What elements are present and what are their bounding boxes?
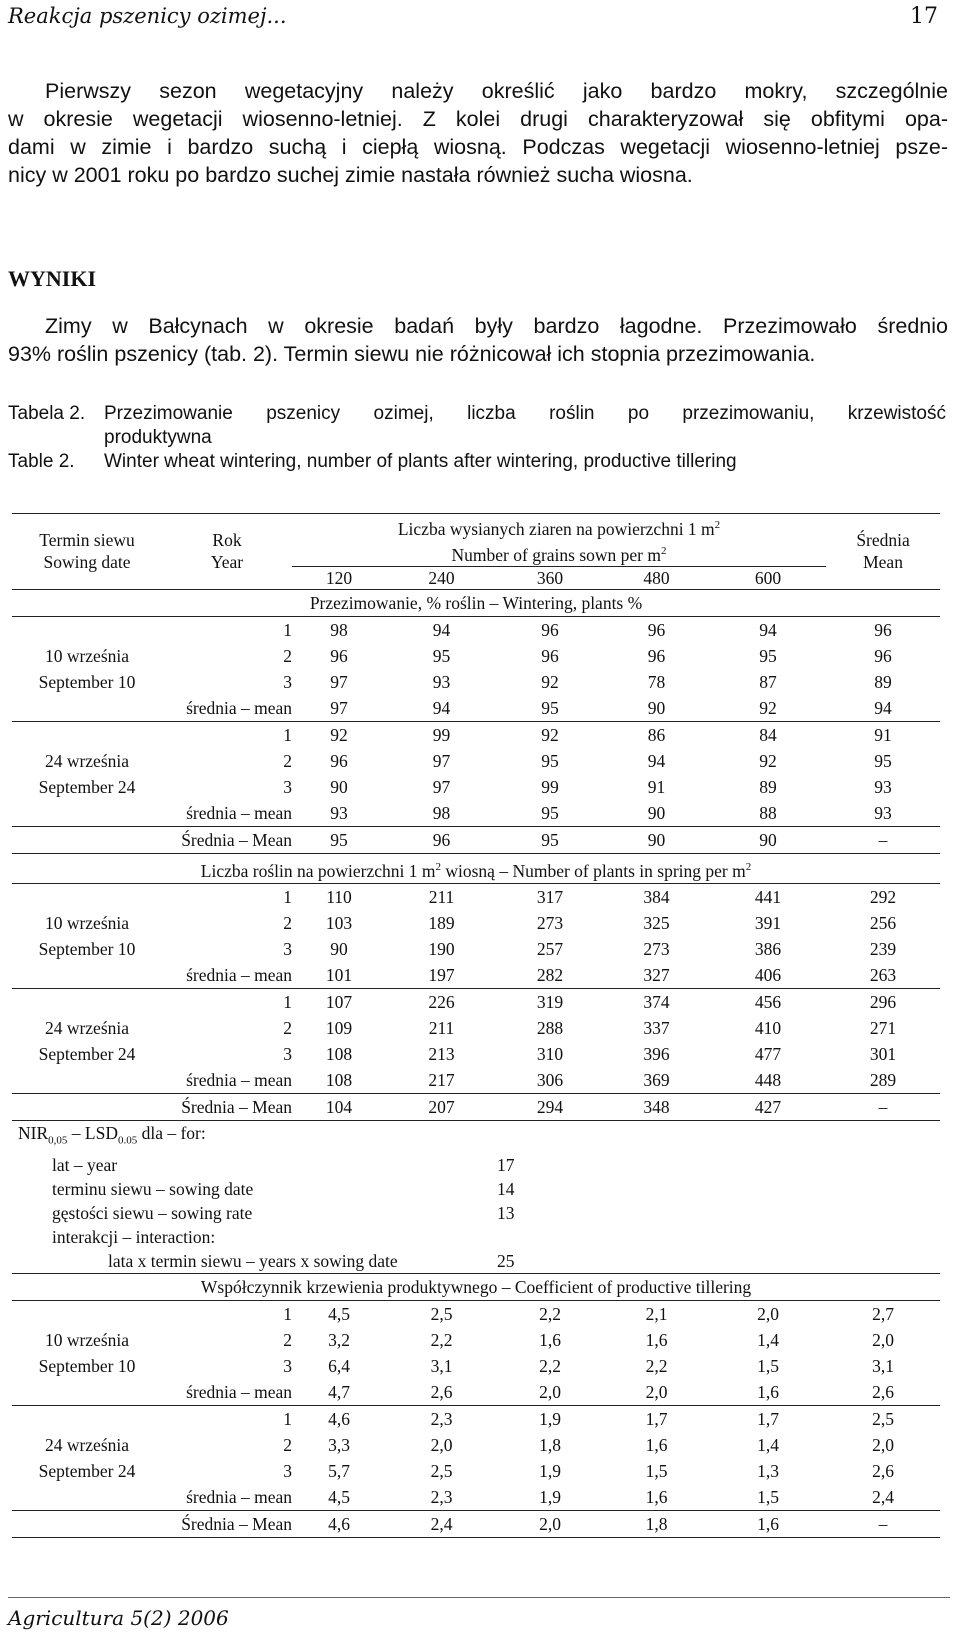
overall-mean-value: 104 [292,1094,386,1121]
overall-mean-value: 427 [710,1094,826,1121]
row-mean-value: 95 [874,750,892,771]
lsd-label: interakcji – interaction: [52,1226,216,1247]
year-label: 3 [283,776,292,797]
data-value: 99 [432,724,451,745]
data-value: 1,5 [645,1460,668,1481]
row-mean-value: 296 [869,992,897,1013]
row-mean-value: 96 [874,645,892,666]
density-header: 480 [603,566,710,589]
data-value: 2,2 [539,1355,561,1376]
data-value: 211 [428,887,455,908]
overall-mean-value: 95 [292,826,386,853]
sowing-date-label: 10 września [44,1329,130,1350]
data-value: 97 [432,750,451,771]
data-value: 273 [643,939,670,960]
table-row [12,643,940,669]
data-value: 257 [536,939,564,960]
row-mean-value: 256 [869,913,897,934]
year-label: 3 [283,1044,292,1065]
text-line: Pierwszy sezon wegetacyjny należy określić jako bardzo mokry, szczególnie [45,79,948,103]
data-value: 337 [643,1018,670,1039]
data-value: 90 [603,695,710,722]
date-mean-label: średnia – mean [162,1067,292,1094]
data-value: 86 [647,724,666,745]
year-label: 3 [283,939,292,960]
running-title: Reakcja pszenicy ozimej... [8,4,287,28]
data-value: 92 [541,724,559,745]
data-value: 92 [710,695,826,722]
sowing-date-label: September 10 [38,671,136,692]
data-value: 88 [710,800,826,827]
data-value: 374 [643,992,670,1013]
data-value: 2,1 [645,1303,668,1324]
data-value: 96 [330,645,348,666]
year-label: 1 [283,619,292,640]
table-row [12,936,940,962]
data-value: 94 [386,695,497,722]
row-mean-value: 289 [826,1067,940,1094]
row-mean-value: 292 [869,887,897,908]
data-value: 6,4 [328,1355,350,1376]
sowing-date-label: 24 września [44,1434,130,1455]
row-mean-value: 2,6 [826,1379,940,1406]
data-value: 369 [603,1067,710,1094]
data-value: 1,3 [757,1460,779,1481]
data-value: 94 [759,619,777,640]
table-row [12,989,940,1016]
data-value: 108 [292,1067,386,1094]
date-mean-label: średnia – mean [162,962,292,989]
data-value: 2,3 [430,1408,453,1429]
row-mean-value: 93 [874,776,892,797]
overall-mean-dash: – [826,1510,940,1537]
data-value: 96 [541,645,559,666]
table-row [12,669,940,695]
table-row [12,884,940,911]
data-value: 197 [386,962,497,989]
year-label: 2 [283,1434,292,1455]
table-row [12,1484,940,1511]
sowing-date-label: 24 września [44,1018,130,1039]
data-value: 1,7 [757,1408,779,1429]
row-mean-value: 96 [874,619,892,640]
data-value: 103 [325,913,353,934]
sowing-date-label: September 10 [38,1355,136,1376]
empty-cell [12,1484,162,1511]
data-value: 217 [386,1067,497,1094]
page-number: 17 [910,4,938,29]
data-value: 441 [754,887,782,908]
year-label: 1 [283,1303,292,1324]
data-value: 386 [754,939,782,960]
data-value: 2,0 [603,1379,710,1406]
data-value: 78 [647,671,666,692]
date-mean-label: średnia – mean [162,1484,292,1511]
empty-cell [12,962,162,989]
year-label: 2 [283,913,292,934]
table-row [12,1327,940,1353]
row-mean-value: 2,7 [872,1303,894,1324]
col-header-mean: Średnia Mean [826,514,940,590]
date-mean-label: średnia – mean [162,800,292,827]
empty-cell [12,1067,162,1094]
table-row [12,774,940,800]
data-value: 90 [330,939,348,960]
data-value: 2,6 [386,1379,497,1406]
data-value: 2,2 [430,1329,453,1350]
data-value: 96 [647,619,666,640]
overall-mean-value: 1,6 [710,1510,826,1537]
data-value: 84 [759,724,777,745]
overall-mean-value: 207 [386,1094,497,1121]
date-mean-label: średnia – mean [162,1379,292,1406]
text-line: w okresie wegetacji wiosenno-letniej. Z kolei drugi charakteryzował się obfitymi opa- [8,107,948,131]
table-row [12,1458,940,1484]
overall-mean-value: 90 [603,826,710,853]
data-value: 1,5 [710,1484,826,1511]
data-value: 3,3 [328,1434,350,1455]
data-value: 1,4 [757,1434,779,1455]
data-value: 1,7 [645,1408,668,1429]
lsd-label: lata x termin siewu – years x sowing date [12,1249,497,1274]
lsd-value: 17 [497,1154,515,1175]
data-value: 288 [536,1018,564,1039]
lsd-heading: $NIR_{0,05} - LSD_{0.05}$ dla – for: [18,1123,206,1147]
overall-mean-value: 348 [603,1094,710,1121]
data-value: 410 [754,1018,782,1039]
data-value: 2,5 [430,1303,453,1324]
data-value: 95 [541,750,559,771]
data-value: 97 [330,671,348,692]
data-value: 1,6 [710,1379,826,1406]
table-row [12,1041,940,1067]
data-value: 406 [710,962,826,989]
data-value: 189 [428,913,455,934]
data-value: 94 [432,619,451,640]
empty-cell [603,1153,940,1177]
sowing-date-label: 10 września [44,645,130,666]
lsd-value: 14 [497,1178,515,1199]
density-header: 240 [386,566,497,589]
data-value: 94 [647,750,666,771]
empty-cell [12,1405,162,1432]
table-row [12,1432,940,1458]
density-header: 600 [710,566,826,589]
table-row [12,1300,940,1327]
results-paragraph [8,312,948,368]
year-label: 1 [283,1408,292,1429]
data-value: 384 [643,887,670,908]
data-value: 89 [759,776,777,797]
lsd-label: terminu siewu – sowing date [52,1178,254,1199]
row-mean-value: 263 [826,962,940,989]
lsd-value: 13 [497,1202,515,1223]
year-label: 1 [283,887,292,908]
sowing-date-label: September 24 [38,1044,136,1065]
empty-cell [12,721,162,748]
data-value: 2,0 [497,1379,603,1406]
data-value: 92 [759,750,777,771]
col-header-grains-en: Number of grains sown per $m^2$ [292,540,826,566]
year-label: 1 [283,992,292,1013]
empty-cell [603,1177,940,1201]
data-value: 110 [326,887,352,908]
data-value: 92 [330,724,348,745]
data-value: 3,2 [328,1329,350,1350]
data-value: 1,8 [539,1434,561,1455]
data-value: 109 [325,1018,353,1039]
data-value: 96 [647,645,666,666]
section-title: Współczynnik krzewienia produktywnego – Coefficient of productive tillering [12,1273,940,1300]
journal-footer: Agricultura 5(2) 2006 [8,1606,229,1630]
table-row [12,800,940,827]
sowing-date-label: September 24 [38,776,136,797]
empty-cell [603,1201,940,1225]
data-value: 1,9 [539,1408,561,1429]
data-value: 108 [325,1044,353,1065]
row-mean-value: 93 [826,800,940,827]
year-label: 3 [283,1460,292,1481]
data-value: 87 [759,671,777,692]
data-value: 1,6 [645,1434,668,1455]
table-row [12,1353,940,1379]
overall-mean-dash: – [826,826,940,853]
row-mean-value: 91 [874,724,892,745]
row-mean-value: 2,6 [872,1460,894,1481]
table-row [12,1067,940,1094]
data-value: 317 [536,887,564,908]
data-value: 2,2 [539,1303,561,1324]
data-value: 325 [643,913,670,934]
data-value: 2,0 [430,1434,453,1455]
data-value: 1,6 [603,1484,710,1511]
year-label: 1 [283,724,292,745]
caption-text-pl: Przezimowanie pszenicy ozimej, liczba roślin po przezimowaniu, krzewistość [104,403,946,424]
text-line: Zimy w Bałcynach w okresie badań były bardzo łagodne. Przezimowało średnio [45,314,948,338]
data-value: 97 [432,776,451,797]
col-header-grains-pl: Liczba wysianych ziaren na powierzchni 1 $m^2$ [292,514,826,540]
table-caption [8,402,946,474]
intro-paragraph [8,77,948,189]
data-value: 93 [292,800,386,827]
text-line: 93% roślin pszenicy (tab. 2). Termin siewu nie różnicował ich stopnia przezimowania. [8,342,816,366]
data-value: 282 [497,962,603,989]
data-value: 213 [428,1044,455,1065]
text-line: nicy w 2001 roku po bardzo suchej zimie nastała również sucha wiosna. [8,163,693,187]
overall-mean-value: 95 [497,826,603,853]
data-value: 456 [754,992,782,1013]
data-value: 107 [325,992,353,1013]
data-value: 448 [710,1067,826,1094]
overall-mean-value: 2,0 [497,1510,603,1537]
data-value: 90 [330,776,348,797]
empty-cell [12,884,162,911]
data-value: 273 [536,913,564,934]
data-value: 98 [330,619,348,640]
text-line: dami w zimie i bardzo suchą i ciepłą wiosną. Podczas wegetacji wiosenno-letniej psze- [8,135,948,159]
row-mean-value: 2,0 [872,1329,894,1350]
overall-mean-value: 90 [710,826,826,853]
density-header: 360 [497,566,603,589]
sowing-date-label: 24 września [44,750,130,771]
overall-mean-value: 294 [497,1094,603,1121]
date-mean-label: średnia – mean [162,695,292,722]
table-row [12,962,940,989]
data-value: 4,5 [292,1484,386,1511]
data-value: 95 [497,695,603,722]
sowing-date-label: September 10 [38,939,136,960]
empty-cell [603,1249,940,1274]
row-mean-value: 94 [826,695,940,722]
lsd-value [497,1225,603,1249]
data-value: 5,7 [328,1460,350,1481]
section-heading: WYNIKI [8,266,97,291]
data-value: 96 [541,619,559,640]
table-row [12,910,940,936]
data-value: 1,9 [497,1484,603,1511]
data-value: 2,2 [645,1355,668,1376]
data-value: 477 [754,1044,782,1065]
data-value: 306 [497,1067,603,1094]
col-header-sowing-date: Termin siewu Sowing date [12,514,162,590]
data-value: 310 [536,1044,564,1065]
data-value: 4,6 [328,1408,350,1429]
year-label: 2 [283,645,292,666]
year-label: 2 [283,1329,292,1350]
data-value: 1,6 [645,1329,668,1350]
data-value: 90 [603,800,710,827]
year-label: 3 [283,671,292,692]
sowing-date-label: September 24 [38,1460,136,1481]
table-row [12,1405,940,1432]
table-row [12,1379,940,1406]
lsd-value: 25 [497,1249,603,1274]
overall-mean-value: 2,4 [386,1510,497,1537]
data-value: 1,4 [757,1329,779,1350]
lsd-label: lat – year [52,1154,118,1175]
data-value: 101 [292,962,386,989]
overall-mean-label: Średnia – Mean [12,826,292,853]
overall-mean-label: Średnia – Mean [12,1510,292,1537]
section-title: Liczba roślin na powierzchni 1 $m^2$ wiosną – Number of plants in spring per $m^2$ [12,853,940,884]
empty-cell [12,1379,162,1406]
data-value: 1,5 [757,1355,779,1376]
overall-mean-value: 96 [386,826,497,853]
overall-mean-value: 1,8 [603,1510,710,1537]
empty-cell [12,695,162,722]
empty-cell [12,616,162,643]
results-table [12,513,940,1538]
data-value: 2,0 [757,1303,779,1324]
data-value: 211 [428,1018,455,1039]
row-mean-value: 2,4 [826,1484,940,1511]
data-value: 327 [603,962,710,989]
row-mean-value: 89 [874,671,892,692]
row-mean-value: 3,1 [872,1355,894,1376]
data-value: 3,1 [430,1355,453,1376]
data-value: 396 [643,1044,670,1065]
data-value: 95 [432,645,451,666]
row-mean-value: 271 [869,1018,897,1039]
data-value: 4,5 [328,1303,350,1324]
data-value: 391 [754,913,782,934]
lsd-label: gęstości siewu – sowing rate [52,1202,253,1223]
caption-label-en: Table 2. [8,451,75,472]
table-row [12,721,940,748]
empty-cell [12,800,162,827]
data-value: 99 [541,776,559,797]
year-label: 2 [283,1018,292,1039]
page-header [8,4,938,36]
row-mean-value: 2,0 [872,1434,894,1455]
section-title: Przezimowanie, % roślin – Wintering, plants % [12,589,940,616]
year-label: 2 [283,750,292,771]
data-value: 95 [497,800,603,827]
sowing-date-label: 10 września [44,913,130,934]
data-value: 226 [428,992,455,1013]
empty-cell [12,1300,162,1327]
table-row [12,1015,940,1041]
data-value: 95 [759,645,777,666]
data-value: 1,6 [539,1329,561,1350]
caption-text-en: Winter wheat wintering, number of plants after wintering, productive tillering [104,451,737,472]
data-value: 97 [292,695,386,722]
data-value: 4,7 [292,1379,386,1406]
table-row [12,616,940,643]
data-value: 91 [647,776,666,797]
caption-label-pl: Tabela 2. [8,403,86,424]
col-header-year: Rok Year [162,514,292,590]
data-value: 2,5 [430,1460,453,1481]
data-value: 96 [330,750,348,771]
row-mean-value: 239 [869,939,897,960]
year-label: 3 [283,1355,292,1376]
data-value: 2,3 [386,1484,497,1511]
data-value: 93 [432,671,451,692]
overall-mean-label: Średnia – Mean [12,1094,292,1121]
empty-cell [603,1225,940,1249]
row-mean-value: 301 [869,1044,897,1065]
caption-text-pl-cont: produktywna [104,427,212,448]
data-value: 1,9 [539,1460,561,1481]
footer-rule [8,1597,950,1598]
overall-mean-dash: – [826,1094,940,1121]
data-value: 319 [536,992,564,1013]
density-header: 120 [292,566,386,589]
overall-mean-value: 4,6 [292,1510,386,1537]
empty-cell [12,989,162,1016]
data-value: 92 [541,671,559,692]
table-row [12,695,940,722]
data-value: 190 [428,939,455,960]
data-value: 98 [386,800,497,827]
table-row [12,748,940,774]
row-mean-value: 2,5 [872,1408,894,1429]
